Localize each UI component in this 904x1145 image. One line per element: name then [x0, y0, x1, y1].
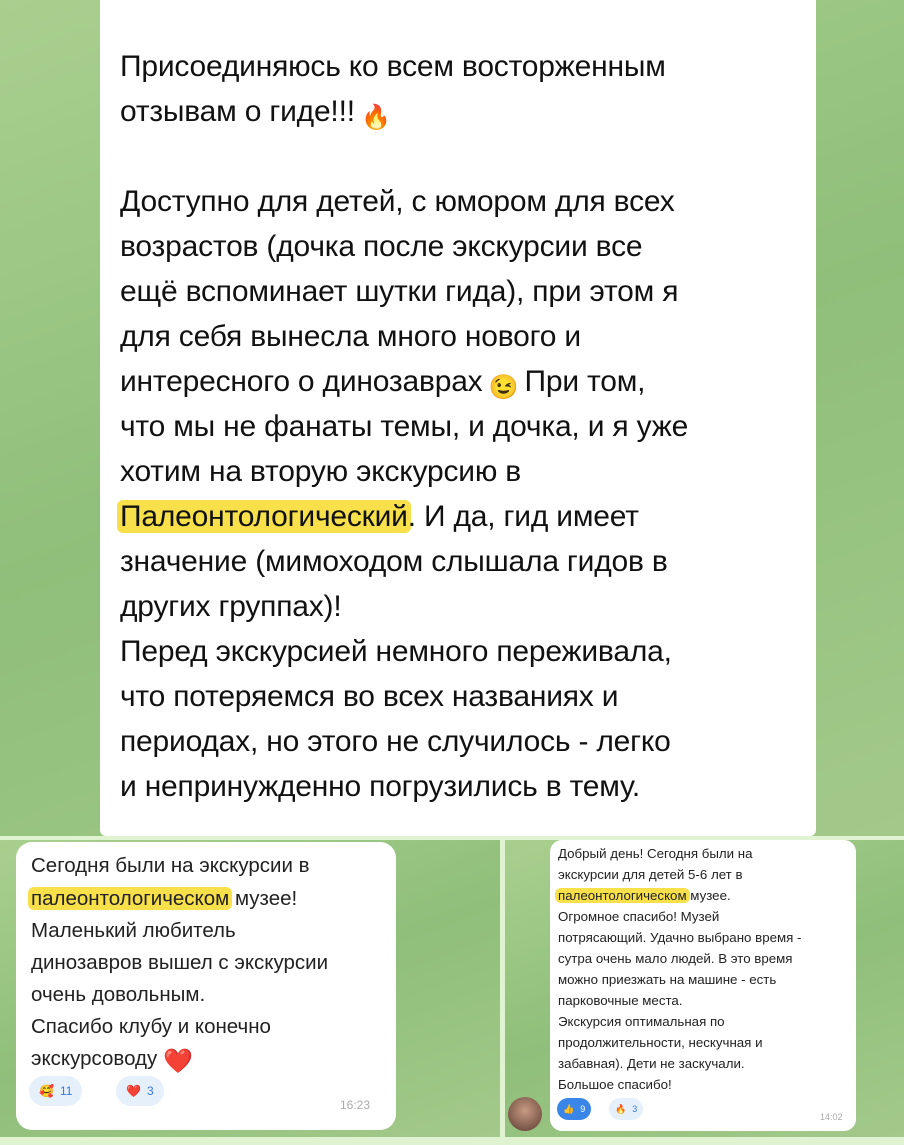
text: Доступно для детей, с юмором для всех — [120, 185, 675, 218]
text: что мы не фанаты темы, и дочка, и я уже — [120, 410, 689, 443]
heart-icon: ❤️ — [126, 1084, 141, 1098]
text: сутра очень мало людей. В это время — [558, 951, 793, 966]
text: Присоединяюсь ко всем восторженным — [120, 50, 666, 83]
text: экскурсии для детей 5-6 лет в — [558, 867, 743, 882]
text: Экскурсия оптимальная по — [558, 1014, 725, 1029]
text-line — [31, 951, 328, 975]
text: других группах)! — [120, 590, 342, 623]
text: очень довольным. — [31, 983, 206, 1006]
highlight-mark: палеонтологическом — [28, 887, 232, 910]
emoji-icon: 🔥 — [361, 104, 391, 131]
text-line — [558, 1035, 763, 1050]
text-line — [558, 909, 719, 924]
text: возрастов (дочка после экскурсии все — [120, 230, 643, 263]
message-time: 16:23 — [340, 1098, 371, 1112]
text-line — [120, 680, 618, 714]
text: музее! — [229, 887, 298, 910]
text-line — [120, 50, 666, 84]
text: можно приезжать на машине - есть — [558, 972, 777, 987]
fire-icon: 🔥 — [615, 1103, 627, 1114]
reaction-count: 3 — [632, 1104, 638, 1114]
text: и непринужденно погрузились в тему. — [120, 770, 640, 803]
text: экскурсоводу — [31, 1047, 158, 1070]
text-line — [558, 1056, 745, 1071]
text-line — [558, 930, 801, 945]
text-line — [120, 320, 581, 354]
text: Большое спасибо! — [558, 1077, 672, 1092]
message-time: 14:02 — [820, 1112, 843, 1122]
reaction-heart[interactable] — [116, 1076, 164, 1106]
text-line — [120, 590, 341, 624]
text-line — [120, 185, 675, 219]
text-line — [558, 951, 793, 966]
text: продолжительности, нескучная и — [558, 1035, 763, 1050]
emoji-icon: ❤️ — [163, 1048, 194, 1075]
thumbs-up-icon: 👍 — [563, 1103, 575, 1114]
text-line — [558, 888, 731, 903]
text-line — [120, 410, 688, 444]
smiling-hearts-icon: 🥰 — [39, 1084, 54, 1098]
text: для себя вынесла много нового и — [120, 320, 581, 353]
text-line — [558, 1014, 725, 1029]
text-line — [558, 867, 743, 882]
text: Огромное спасибо! Музей — [558, 909, 720, 924]
text: Маленький любитель — [31, 919, 236, 942]
highlight-mark: Палеонтологический — [117, 500, 411, 533]
text-line — [31, 1047, 199, 1077]
text-line — [558, 1077, 672, 1092]
text: хотим на вторую экскурсию в — [120, 455, 521, 488]
text-line — [120, 725, 671, 759]
text: периодах, но этого не случилось - легко — [120, 725, 671, 758]
text-line — [31, 854, 310, 878]
text: отзывам о гиде!!! — [120, 95, 355, 128]
text: Перед экскурсией немного переживала, — [120, 635, 672, 668]
text-line — [120, 545, 668, 579]
text: интересного о динозаврах — [120, 365, 483, 398]
text-line — [558, 993, 683, 1008]
text: парковочные места. — [558, 993, 683, 1008]
text: забавная). Дети не заскучали. — [558, 1056, 745, 1071]
text-line — [31, 887, 297, 911]
text-line — [120, 770, 640, 804]
text: динозавров вышел с экскурсии — [31, 951, 329, 974]
reaction-thumbs-up[interactable] — [557, 1098, 591, 1120]
highlight-mark: палеонтологическом — [555, 888, 690, 903]
text: Добрый день! Сегодня были на — [558, 846, 753, 861]
text-line — [31, 983, 205, 1007]
text-line — [120, 230, 642, 264]
text-line — [120, 275, 678, 309]
text-line — [558, 972, 776, 987]
text: . И да, гид имеет — [407, 500, 639, 533]
reaction-smiling-hearts[interactable] — [29, 1076, 82, 1106]
reaction-count: 9 — [580, 1104, 586, 1114]
text-line — [120, 95, 397, 133]
text: потрясающий. Удачно выбрано время - — [558, 930, 802, 945]
reaction-count: 11 — [59, 1084, 73, 1098]
text-line — [120, 635, 672, 669]
reaction-fire[interactable] — [609, 1098, 643, 1120]
text: что потеряемся во всех названиях и — [120, 680, 619, 713]
text: Спасибо клубу и конечно — [31, 1015, 271, 1038]
text-line — [558, 846, 753, 861]
text: ещё вспоминает шутки гида), при этом я — [120, 275, 679, 308]
text: При том, — [524, 365, 646, 398]
text: музее. — [686, 888, 731, 903]
text-line — [120, 500, 639, 534]
text-line — [120, 455, 521, 489]
text: Сегодня были на экскурсии в — [31, 854, 310, 877]
emoji-icon: 😉 — [488, 374, 519, 401]
reaction-count: 3 — [146, 1084, 154, 1098]
user-avatar[interactable] — [508, 1097, 542, 1131]
text-line — [31, 919, 236, 943]
text-line — [31, 1015, 271, 1039]
text-line — [120, 365, 645, 403]
text: значение (мимоходом слышала гидов в — [120, 545, 668, 578]
